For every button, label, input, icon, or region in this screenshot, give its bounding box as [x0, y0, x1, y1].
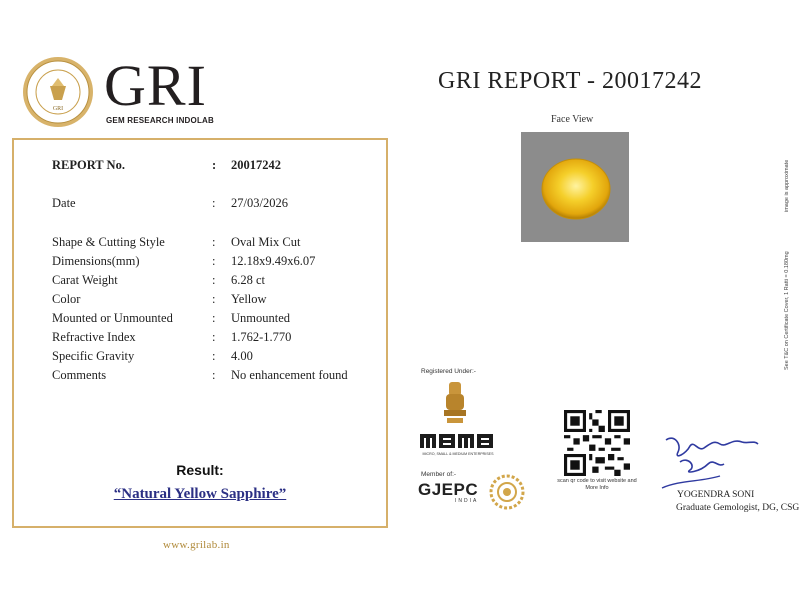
signature-text: Yogendra Soni — [690, 450, 749, 461]
gjepc-sun-icon — [489, 474, 525, 510]
gjepc-india-text: INDIA — [455, 498, 479, 504]
msme-subtitle: MICRO, SMALL & MEDIUM ENTERPRISES — [422, 452, 494, 456]
result-value: “Natural Yellow Sapphire” — [113, 486, 287, 502]
seal-center-text: GRI — [52, 106, 64, 112]
qr-caption: scan qr code to visit website and More Info — [557, 478, 637, 491]
result-label: Result: — [176, 462, 224, 478]
signatory-name: YOGENDRA SONI — [677, 490, 755, 500]
national-emblem-icon — [441, 380, 469, 428]
signature-image — [660, 430, 760, 492]
image-approx-side-note: image is approximate — [784, 159, 790, 212]
gri-seal-logo — [22, 56, 94, 128]
website-link[interactable]: www.grilab.in — [163, 539, 230, 551]
terms-side-note: See T&C on Certificate Cover, 1 Ratti = 0.180mg — [784, 251, 790, 370]
report-title: GRI REPORT - 20017242 — [438, 68, 702, 94]
gemstone-image — [521, 132, 629, 242]
qr-code-icon[interactable] — [564, 410, 630, 476]
registered-under-label: Registered Under:- — [421, 368, 476, 375]
face-view-label: Face View — [551, 114, 594, 125]
brand-block — [104, 53, 215, 125]
msme-logo — [418, 432, 496, 462]
signatory-title: Graduate Gemologist, DG, CSG — [676, 503, 800, 513]
brand-name: GRI — [104, 53, 207, 118]
gjepc-logo-text: GJEPC — [418, 480, 479, 499]
member-of-label: Member of:- — [421, 471, 457, 478]
brand-subtitle: GEM RESEARCH INDOLAB — [106, 116, 215, 125]
report-details-frame: REPORT No. : 20017242 Date : 27/03/2026 Shape & Cutting Style : Oval Mix Cut Dimensions(mm) : 12.18x9.49x6.07 Carat Weight : 6.28 ct Color : Yellow Mounted or Unmounted : Unmounted Refractive Index : 1.762-1.770 Specific Gravity : 4.00 Comments : No enhancement found Result: “Natural Yellow Sapphire” — [12, 138, 388, 528]
